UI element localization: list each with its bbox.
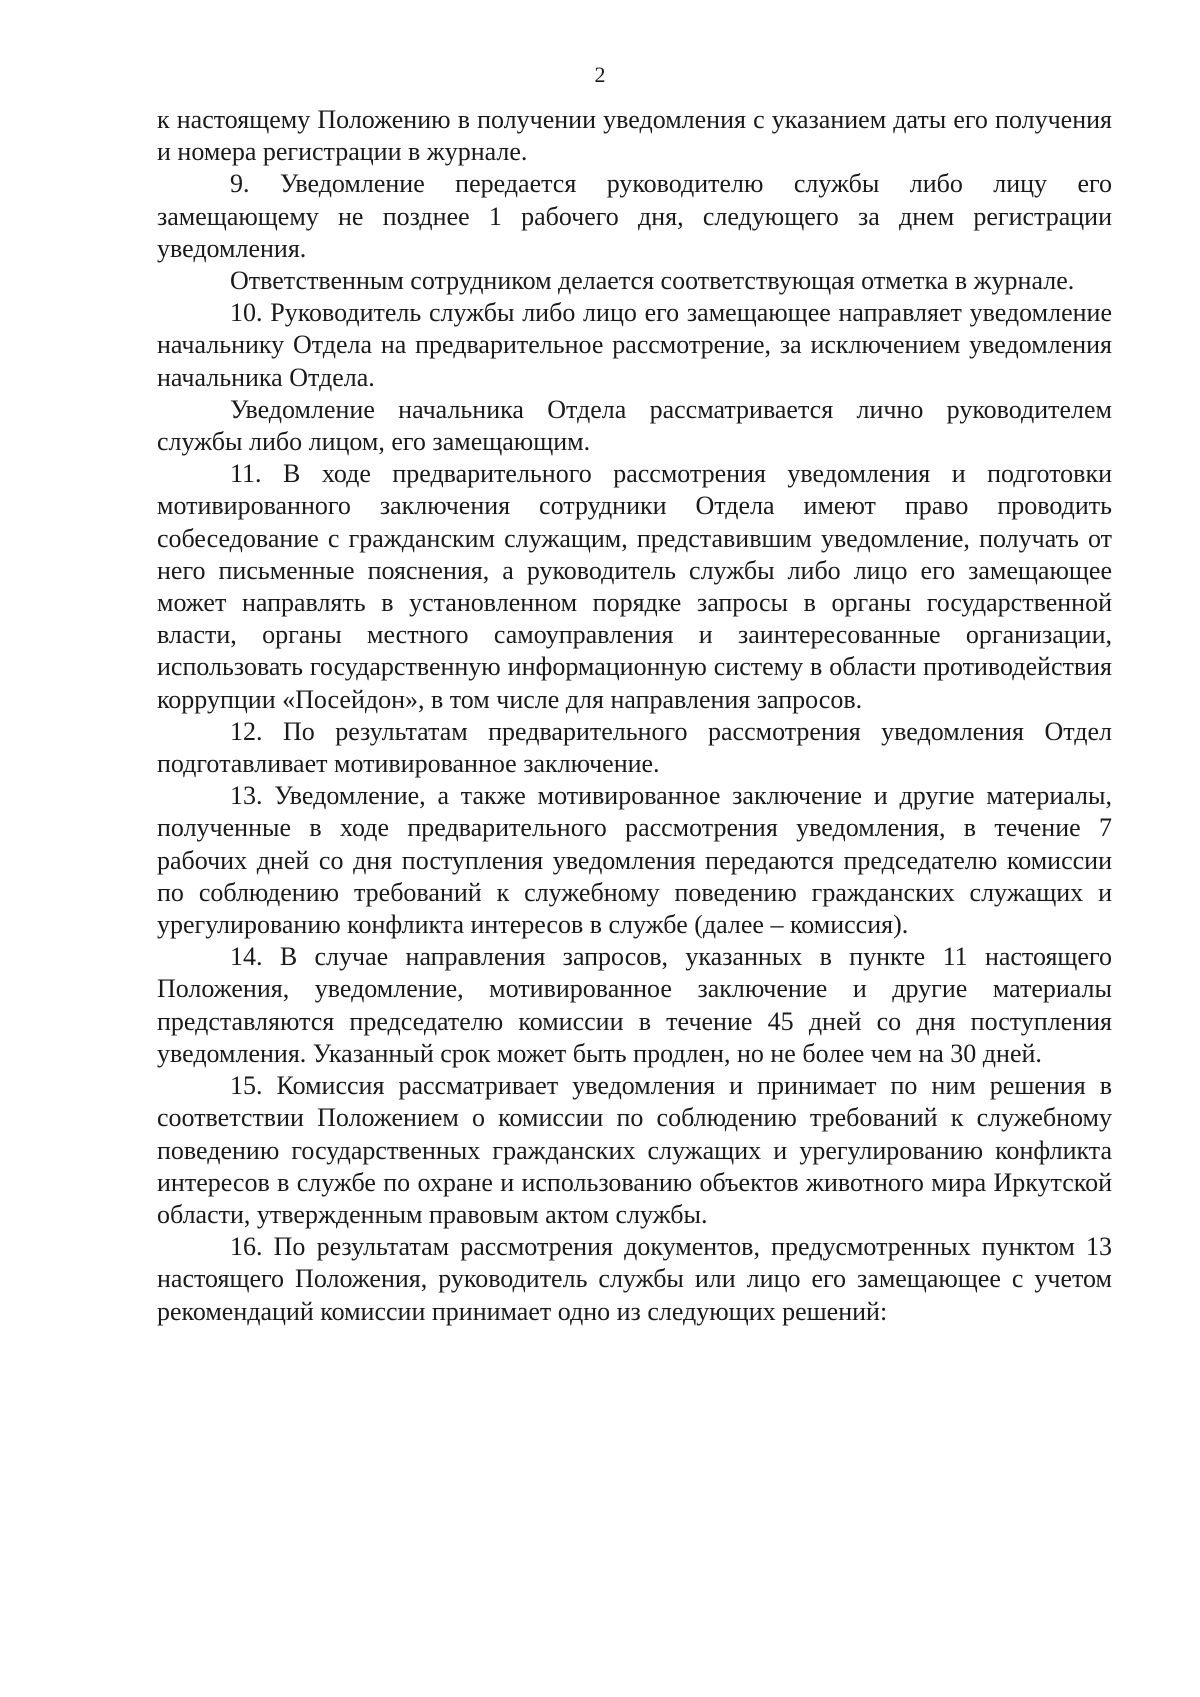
page-number: 2	[594, 62, 606, 87]
paragraph-9-note: Ответственным сотрудником делается соответствующая отметка в журнале.	[230, 266, 1075, 296]
paragraph-12: 12. По результатам предварительного рассмотрения уведомления Отдел подготавливает мотивированное заключение.	[157, 716, 1112, 779]
paragraph-9: 9. Уведомление передается руководителю службы либо лицу его замещающему не позднее 1 рабочего дня, следующего за днем регистрации уведомления.	[157, 169, 1112, 263]
paragraph-11: 11. В ходе предварительного рассмотрения уведомления и подготовки мотивированного заключения сотрудники Отдела имеют право проводить собеседование с гражданским служащим, представившим уведомление, получать от него письменные пояснения, а руководитель службы либо лицо его замещающее может направлять в установленном порядке запросы в органы государственной власти, органы местного самоуправления и заинтересованные организации, использовать государственную информационную систему в области противодействия коррупции «Посейдон», в том числе для направления запросов.	[157, 459, 1112, 714]
paragraph-15: 15. Комиссия рассматривает уведомления и принимает по ним решения в соответствии Положением о комиссии по соблюдению требований к служебному поведению государственных гражданских служащих и урегулированию конфликта интересов в службе по охране и использованию объектов животного мира Иркутской области, утвержденным правовым актом службы.	[157, 1071, 1112, 1229]
paragraph-10-note: Уведомление начальника Отдела рассматривается лично руководителем службы либо лицом, его замещающим.	[157, 394, 1112, 457]
paragraph-13: 13. Уведомление, а также мотивированное заключение и другие материалы, полученные в ходе предварительного рассмотрения уведомления, в течение 7 рабочих дней со дня поступления уведомления передаются председателю комиссии по соблюдению требований к служебному поведению гражданских служащих и урегулированию конфликта интересов в службе (далее – комиссия).	[157, 781, 1112, 940]
paragraph-16: 16. По результатам рассмотрения документов, предусмотренных пунктом 13 настоящего Положения, руководитель службы или лицо его замещающее с учетом рекомендаций комиссии принимает одно из следующих решений:	[157, 1232, 1112, 1326]
document-body	[157, 104, 1112, 1328]
paragraph-continuation: к настоящему Положению в получении уведомления с указанием даты его получения и номера регистрации в журнале.	[157, 105, 1112, 167]
paragraph-10: 10. Руководитель службы либо лицо его замещающее направляет уведомление начальнику Отдела на предварительное рассмотрение, за исключением уведомления начальника Отдела.	[157, 298, 1112, 392]
paragraph-14: 14. В случае направления запросов, указанных в пункте 11 настоящего Положения, уведомление, мотивированное заключение и другие материалы представляются председателю комиссии в течение 45 дней со дня поступления уведомления. Указанный срок может быть продлен, но не более чем на 30 дней.	[157, 942, 1112, 1068]
